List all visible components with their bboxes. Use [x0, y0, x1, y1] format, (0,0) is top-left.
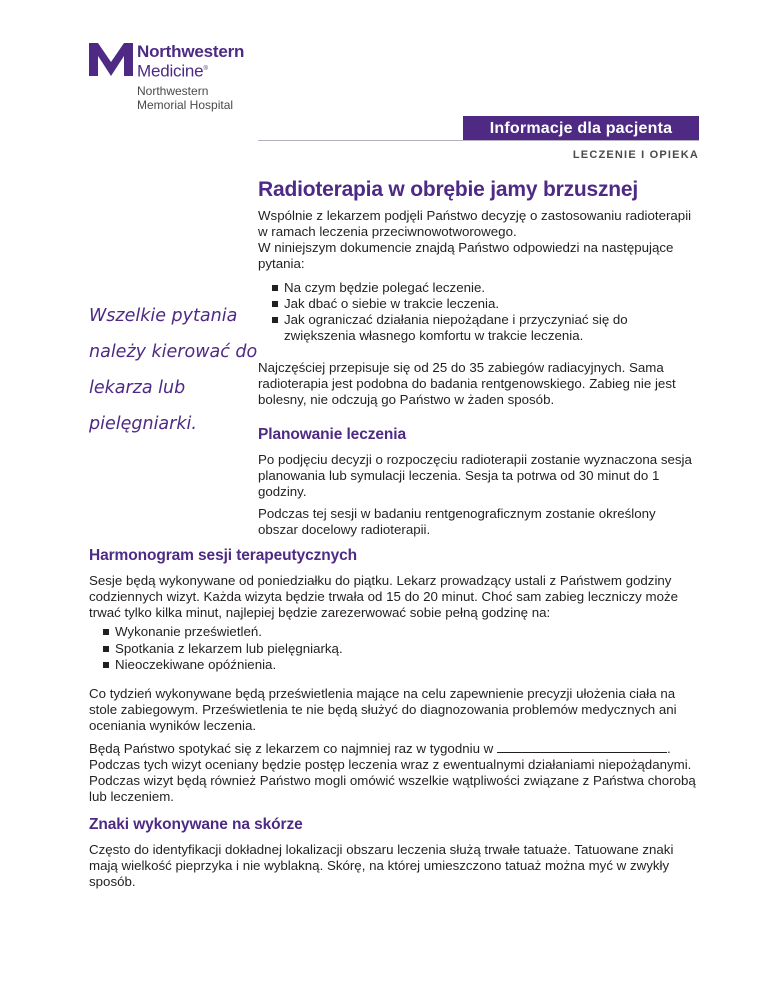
logo-hospital-line1: Northwestern — [137, 83, 209, 98]
planning-paragraph-1: Po podjęciu decyzji o rozpoczęciu radioterapii zostanie wyznaczona sesja planowania lub symulacji leczenia. Sesja ta potrwa od 30 minut do 1 godziny. — [258, 452, 692, 499]
banner-divider — [258, 140, 699, 141]
list-item: Wykonanie prześwietleń. — [103, 624, 663, 641]
logo-hospital-line2: Memorial Hospital — [137, 97, 234, 112]
intro-paragraph-1: Wspólnie z lekarzem podjęli Państwo decyzję o zastosowaniu radioterapii w ramach leczenia przeciwnowotworowego. — [258, 208, 692, 239]
list-item: Na czym będzie polegać leczenie. — [272, 280, 692, 296]
skin-paragraph-1: Często do identyfikacji dokładnej lokalizacji obszaru leczenia służą trwałe tatuaże. Tatuowane znaki mają wielkość pieprzyka i nie wyblakną. Skórę, na której umieszczono tatuaż można myć w zwykły sposób. — [89, 842, 674, 889]
logo-wordmark-line2: Medicine® — [137, 61, 208, 81]
list-item: Spotkania z lekarzem lub pielęgniarką. — [103, 641, 663, 658]
intro-bullet-list — [272, 280, 692, 344]
category-label: LECZENIE I OPIEKA — [572, 149, 699, 161]
fill-in-blank[interactable] — [497, 741, 667, 753]
logo-wordmark-line1: Northwestern — [137, 42, 245, 61]
planning-paragraph-2: Podczas tej sesji w badaniu rentgenograficznym zostanie określony obszar docelowy radioterapii. — [258, 506, 656, 537]
list-item: Jak ograniczać działania niepożądane i przyczyniać się do zwiększenia własnego komfortu w trakcie leczenia. — [272, 312, 692, 344]
schedule-bullet-list — [103, 624, 663, 674]
list-item: Nieoczekiwane opóźnienia. — [103, 657, 663, 674]
intro-section — [258, 208, 698, 272]
schedule-paragraph-2: Co tydzień wykonywane będą prześwietlenia mające na celu zapewnienie precyzji ułożenia ciała na stole zabiegowym. Prześwietlenia te nie będą służyć do diagnozowania problemów medycznych ani oceniania wyników leczenia. — [89, 686, 677, 733]
schedule-paragraph-1: Sesje będą wykonywane od poniedziałku do piątku. Lekarz prowadzący ustali z Państwem godziny codziennych wizyt. Każda wizyta będzie trwała od 15 do 20 minut. Choć sam zabieg leczniczy może trwać tylko kilka minut, najlepiej będzie zarezerwować sobie pełną godzinę na: — [89, 573, 679, 620]
page-title: Radioterapia w obrębie jamy brzusznej — [258, 178, 639, 201]
skin-marks-section — [89, 842, 701, 890]
northwestern-medicine-logo — [89, 43, 244, 112]
schedule-xray-note — [89, 686, 701, 734]
intro-summary — [258, 360, 698, 408]
intro-paragraph-3: Najczęściej przepisuje się od 25 do 35 zabiegów radiacyjnych. Sama radioterapia jest podobna do badania rentgenowskiego. Zabieg nie jest bolesny, nie odczują go Państwo w żaden sposób. — [258, 360, 676, 407]
section-heading-schedule: Harmonogram sesji terapeutycznych — [89, 547, 358, 564]
intro-paragraph-2: W niniejszym dokumencie znajdą Państwo odpowiedzi na następujące pytania: — [258, 240, 674, 271]
nm-logo-icon — [89, 43, 133, 76]
sidebar-callout: Wszelkie pytania należy kierować do lekarza lub pielęgniarki. — [89, 306, 258, 434]
schedule-visits — [89, 741, 701, 805]
patient-info-banner: Informacje dla pacjenta — [463, 116, 699, 141]
planning-section — [258, 452, 698, 538]
section-heading-skin-marks: Znaki wykonywane na skórze — [89, 816, 303, 833]
section-heading-planning: Planowanie leczenia — [258, 426, 406, 443]
schedule-paragraph-3: Będą Państwo spotykać się z lekarzem co najmniej raz w tygodniu w . Podczas tych wizyt oceniany będzie postęp leczenia wraz z ewentualnymi działaniami niepożądanymi. Podczas wizyt będą również Państwo mogli omówić wszelkie wątpliwości związane z Państwa chorobą lub leczeniem. — [89, 741, 696, 804]
list-item: Jak dbać o siebie w trakcie leczenia. — [272, 296, 692, 312]
schedule-intro — [89, 573, 701, 621]
